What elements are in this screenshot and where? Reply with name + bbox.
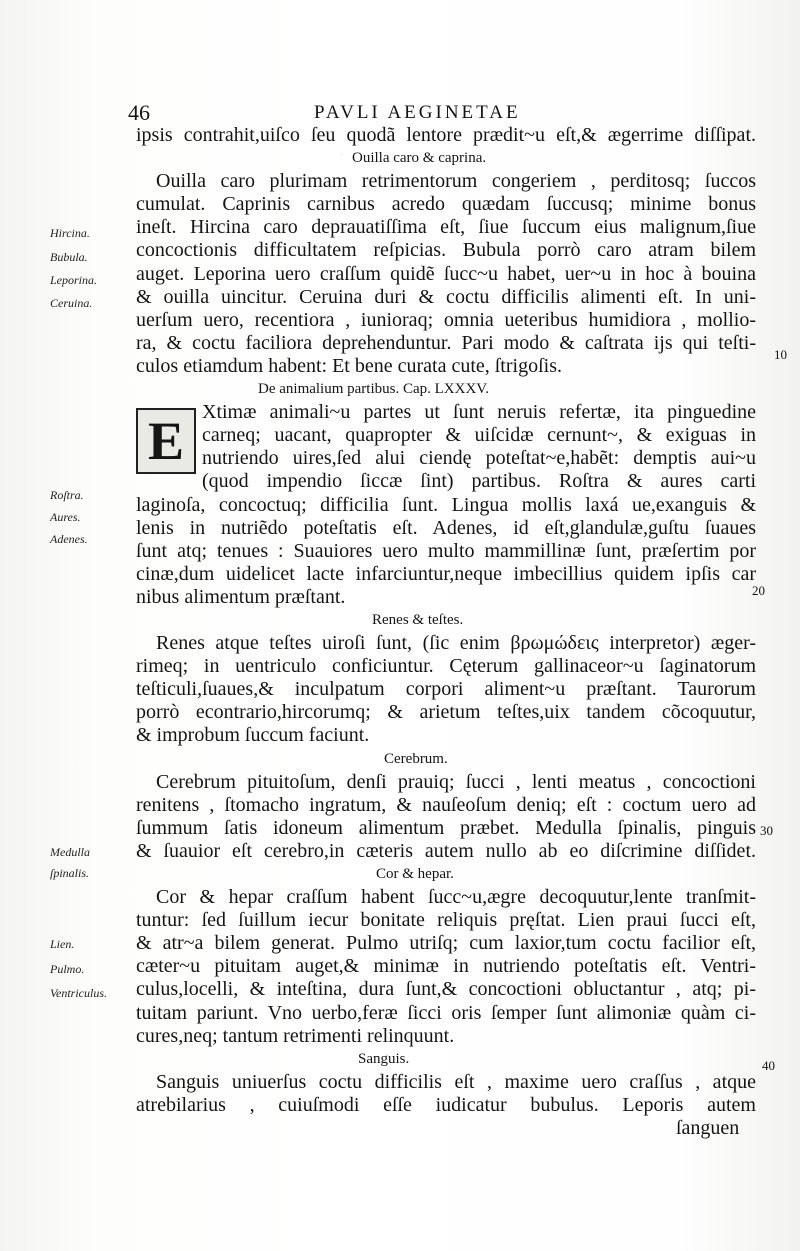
text-line: culus,locelli, & inteſtina, dura ſunt,& concoctioni obluctantur , atq; pi- (136, 978, 756, 1001)
text-line: tuitam pariunt. Vno uerbo,feræ ſicci oris ſemper ſunt alimoniæ quàm ci- (136, 1001, 756, 1024)
marginal-note: Roſtra. (50, 488, 84, 502)
marginal-note: Lien. (50, 937, 75, 951)
text-line: ſummum ſatis idoneum alimentum præbet. Medulla ſpinalis, pinguis (136, 816, 756, 839)
text-block (136, 124, 756, 1140)
folio-number: 46 (128, 100, 150, 125)
text-line: rimeq; in uentriculo conficiuntur. Cęterum gallinaceor~u ſaginatorum (136, 655, 756, 678)
text-line: uerſum uero, recentiora , iunioraq; omnia ueteribus humidiora , mollio- (136, 308, 756, 331)
section-heading: Ouilla caro & caprina. (352, 150, 487, 167)
text-line: atrebilarius , cuiuſmodi eſſe iudicatur bubulus. Leporis autem (136, 1093, 756, 1116)
text-line: culos etiamdum habent: Et bene curata cute, ſtrigoſis. (136, 354, 562, 377)
text-line: Renes atque teſtes uiroſi ſunt, (ſic enim βρωμώδεις interpretor) æger- (156, 632, 756, 655)
text-line: cures,neq; tantum retrimenti relinquunt. (136, 1024, 455, 1047)
decorated-initial: E (136, 408, 196, 474)
text-line: & improbum ſuccum faciunt. (136, 724, 370, 747)
bleed-through-texture: · (340, 150, 343, 161)
line-number: 20 (752, 583, 765, 598)
text-line: carneq; uacant, quapropter & uiſcidæ cernunt~, & exiguas in (202, 424, 756, 447)
text-line: concoctionis difficultatem reſpicias. Bubula porrò caro atram bilem (136, 239, 756, 262)
text-line: (quod impendio ſiccæ ſint) partibus. Roſtra & aures carti (202, 470, 756, 493)
text-line: Cerebrum pituitoſum, denſi prauiq; ſucci , lenti meatus , concoctioni (156, 770, 756, 793)
running-title: PAVLI AEGINETAE (314, 102, 521, 123)
text-line: tuntur: ſed ſuillum iecur bonitate reliquis pręſtat. Lien praui ſucci eſt, (136, 909, 756, 932)
marginal-note: Medulla (50, 845, 90, 859)
text-line: & ſuauior eſt cerebro,in cæteris autem nullo ab eo diſcrimine diſſidet. (136, 839, 756, 862)
text-line: & atr~a bilem generat. Pulmo utriſq; cum laxior,tum coctu facilior eſt, (136, 932, 756, 955)
text-line: renitens , ſtomacho ingratum, & nauſeoſum deniq; eſt : coctum uero ad (136, 793, 756, 816)
text-line: ineſt. Hircina caro deprauatiſſima eſt, ſiue ſuccum eius malignum,ſiue (136, 216, 756, 239)
text-line: Sanguis uniuerſus coctu difficilis eſt , maxime uero craſſus , atque (156, 1070, 756, 1093)
text-line: lenis in nutriẽdo poteſtatis eſt. Adenes, id eſt,glandulæ,guſtu ſuaues (136, 516, 756, 539)
text-line: ſanguen (676, 1117, 740, 1140)
text-line: Xtimæ animali~u partes ut ſunt neruis refertæ, ita pinguedine (202, 401, 756, 424)
marginal-note: Leporina. (50, 273, 98, 287)
line-number: 30 (760, 823, 773, 838)
text-line: ſunt atq; tenues : Suauiores uero multo mammillinæ ſunt, præſertim por (136, 539, 756, 562)
text-line: ipsis contrahit,uiſco ſeu quodã lentore prædit~u eſt,& ægerrime diſſipat. (136, 124, 756, 146)
text-line: auget. Leporina uero craſſum quidẽ ſucc~u habet, uer~u in hoc à bouina (136, 262, 756, 285)
text-line: teſticuli,ſuaues,& inculpatum corpori aliment~u præſtant. Taurorum (136, 678, 756, 701)
marginal-note: Bubula. (50, 250, 88, 264)
section-heading: Sanguis. (358, 1050, 410, 1067)
section-heading: Renes & teſtes. (372, 611, 464, 628)
marginal-note: Adenes. (50, 532, 88, 546)
text-line: nibus alimentum præſtant. (136, 585, 346, 608)
marginal-note: ſpinalis. (50, 866, 90, 880)
text-line: cinæ,dum uidelicet lacte infarciuntur,neque imbecillius quidem ipſis car (136, 562, 756, 585)
chapter-heading: De animalium partibus. Cap. LXXXV. (258, 381, 489, 398)
section-heading: Cerebrum. (384, 750, 448, 767)
text-line: cæter~u pituitam auget,& minimæ in nutriendo poteſtatis eſt. Ventri- (136, 955, 756, 978)
marginal-note: Aures. (50, 510, 81, 524)
line-number: 40 (762, 1058, 775, 1073)
line-number: 10 (774, 347, 787, 362)
marginal-note: Hircina. (50, 226, 90, 240)
text-line: & ouilla uincitur. Ceruina duri & coctu difficilis alimenti eſt. In uni- (136, 285, 756, 308)
text-line: ra, & coctu faciliora deprehenduntur. Pari modo & caſtrata ijs qui teſti- (136, 331, 756, 354)
text-line: Ouilla caro plurimam retrimentorum congeriem , perditosq; ſuccos (156, 170, 756, 193)
text-line: cumulat. Caprinis carnibus acredo quædam ſuccusq; minime bonus (136, 193, 756, 216)
marginal-note: Pulmo. (50, 962, 85, 976)
text-line: Cor & hepar craſſum habent ſucc~u,ægre decoquutur,lente tranſmit- (156, 886, 756, 909)
text-line: porrò econtrario,hircorumq; & arietum teſtes,uix tandem cõcoquutur, (136, 701, 756, 724)
section-heading: Cor & hepar. (376, 866, 454, 882)
marginal-note: Ceruina. (50, 296, 93, 310)
text-line: laginoſa, concoctuq; difficilia ſunt. Lingua mollis laxá ue,exanguis & (136, 493, 756, 516)
text-line: nutriendo uires,ſed alui ciendę poteſtat~e,habẽt: demptis aui~u (202, 447, 756, 470)
marginal-note: Ventriculus. (50, 986, 107, 1000)
